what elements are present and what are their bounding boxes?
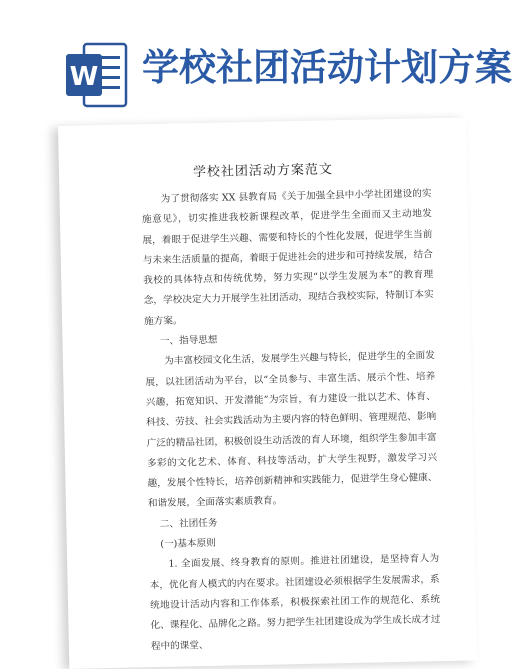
header-banner [0,0,512,125]
heading-club-tasks: 二、社团任务 [159,517,218,530]
document-title: 学校社团活动方案范文 [192,162,334,181]
word-icon-letter: W [69,62,99,92]
paragraph-guiding-ideology: 为丰富校园文化生活，发展学生兴趣与特长，促进学生的全面发展，以社团活动为平台，以“全员参与、丰富生活、展示个性、培养兴趣，拓宽知识、开发潜能”为宗旨，有力建设一批以艺术、体育、科技、劳技、社会实践活动为主要内容的特色鲜明、管理规范、影响广泛的精品社团，积极创设生动活泼的育人环境，组织学生参加丰富多彩的文化艺术、体育、科技等活动，扩大学生视野，激发学习兴趣，发展个性特长，培养创新精神和实践能力，促进学生身心健康、和谐发展，全面落实素质教育。 [145,350,438,510]
document-body [141,184,441,657]
document-page [58,117,477,668]
paragraph-principle-1: 1. 全面发展、终身教育的原则。推进社团建设，是坚持育人为本，优化育人模式的内在要求。社团建设必须根据学生发展需求，系统地设计活动内容和工作体系，积极探索社团工作的规范化、系统化、课程化、品牌化之路。努力把学生社团建设成为学生成长成才过程中的课堂、 [149,553,441,652]
heading-basic-principles: (一)基本原则 [160,537,216,550]
paragraph-intro: 为了贯彻落实 XX 县教育局《关于加强全县中小学社团建设的实施意见》，切实推进我校新课程改革，促进学生全面而又主动地发展，着眼于促进学生兴趣、需要和特长的个性化发展，促进学生当前与未来生活质量的提高，着眼于促进社会的进步和可持续发展，结合我校的具体特点和传统优势，努力实现“以学生发展为本”的教育理念，学校决定大力开展学生社团活动，现结合我校实际，特制订本实施方案。 [141,188,434,328]
heading-guiding-ideology: 一、指导思想 [159,334,218,347]
banner-title: 学校社团活动计划方案 [142,46,512,89]
word-document-icon [64,42,128,108]
